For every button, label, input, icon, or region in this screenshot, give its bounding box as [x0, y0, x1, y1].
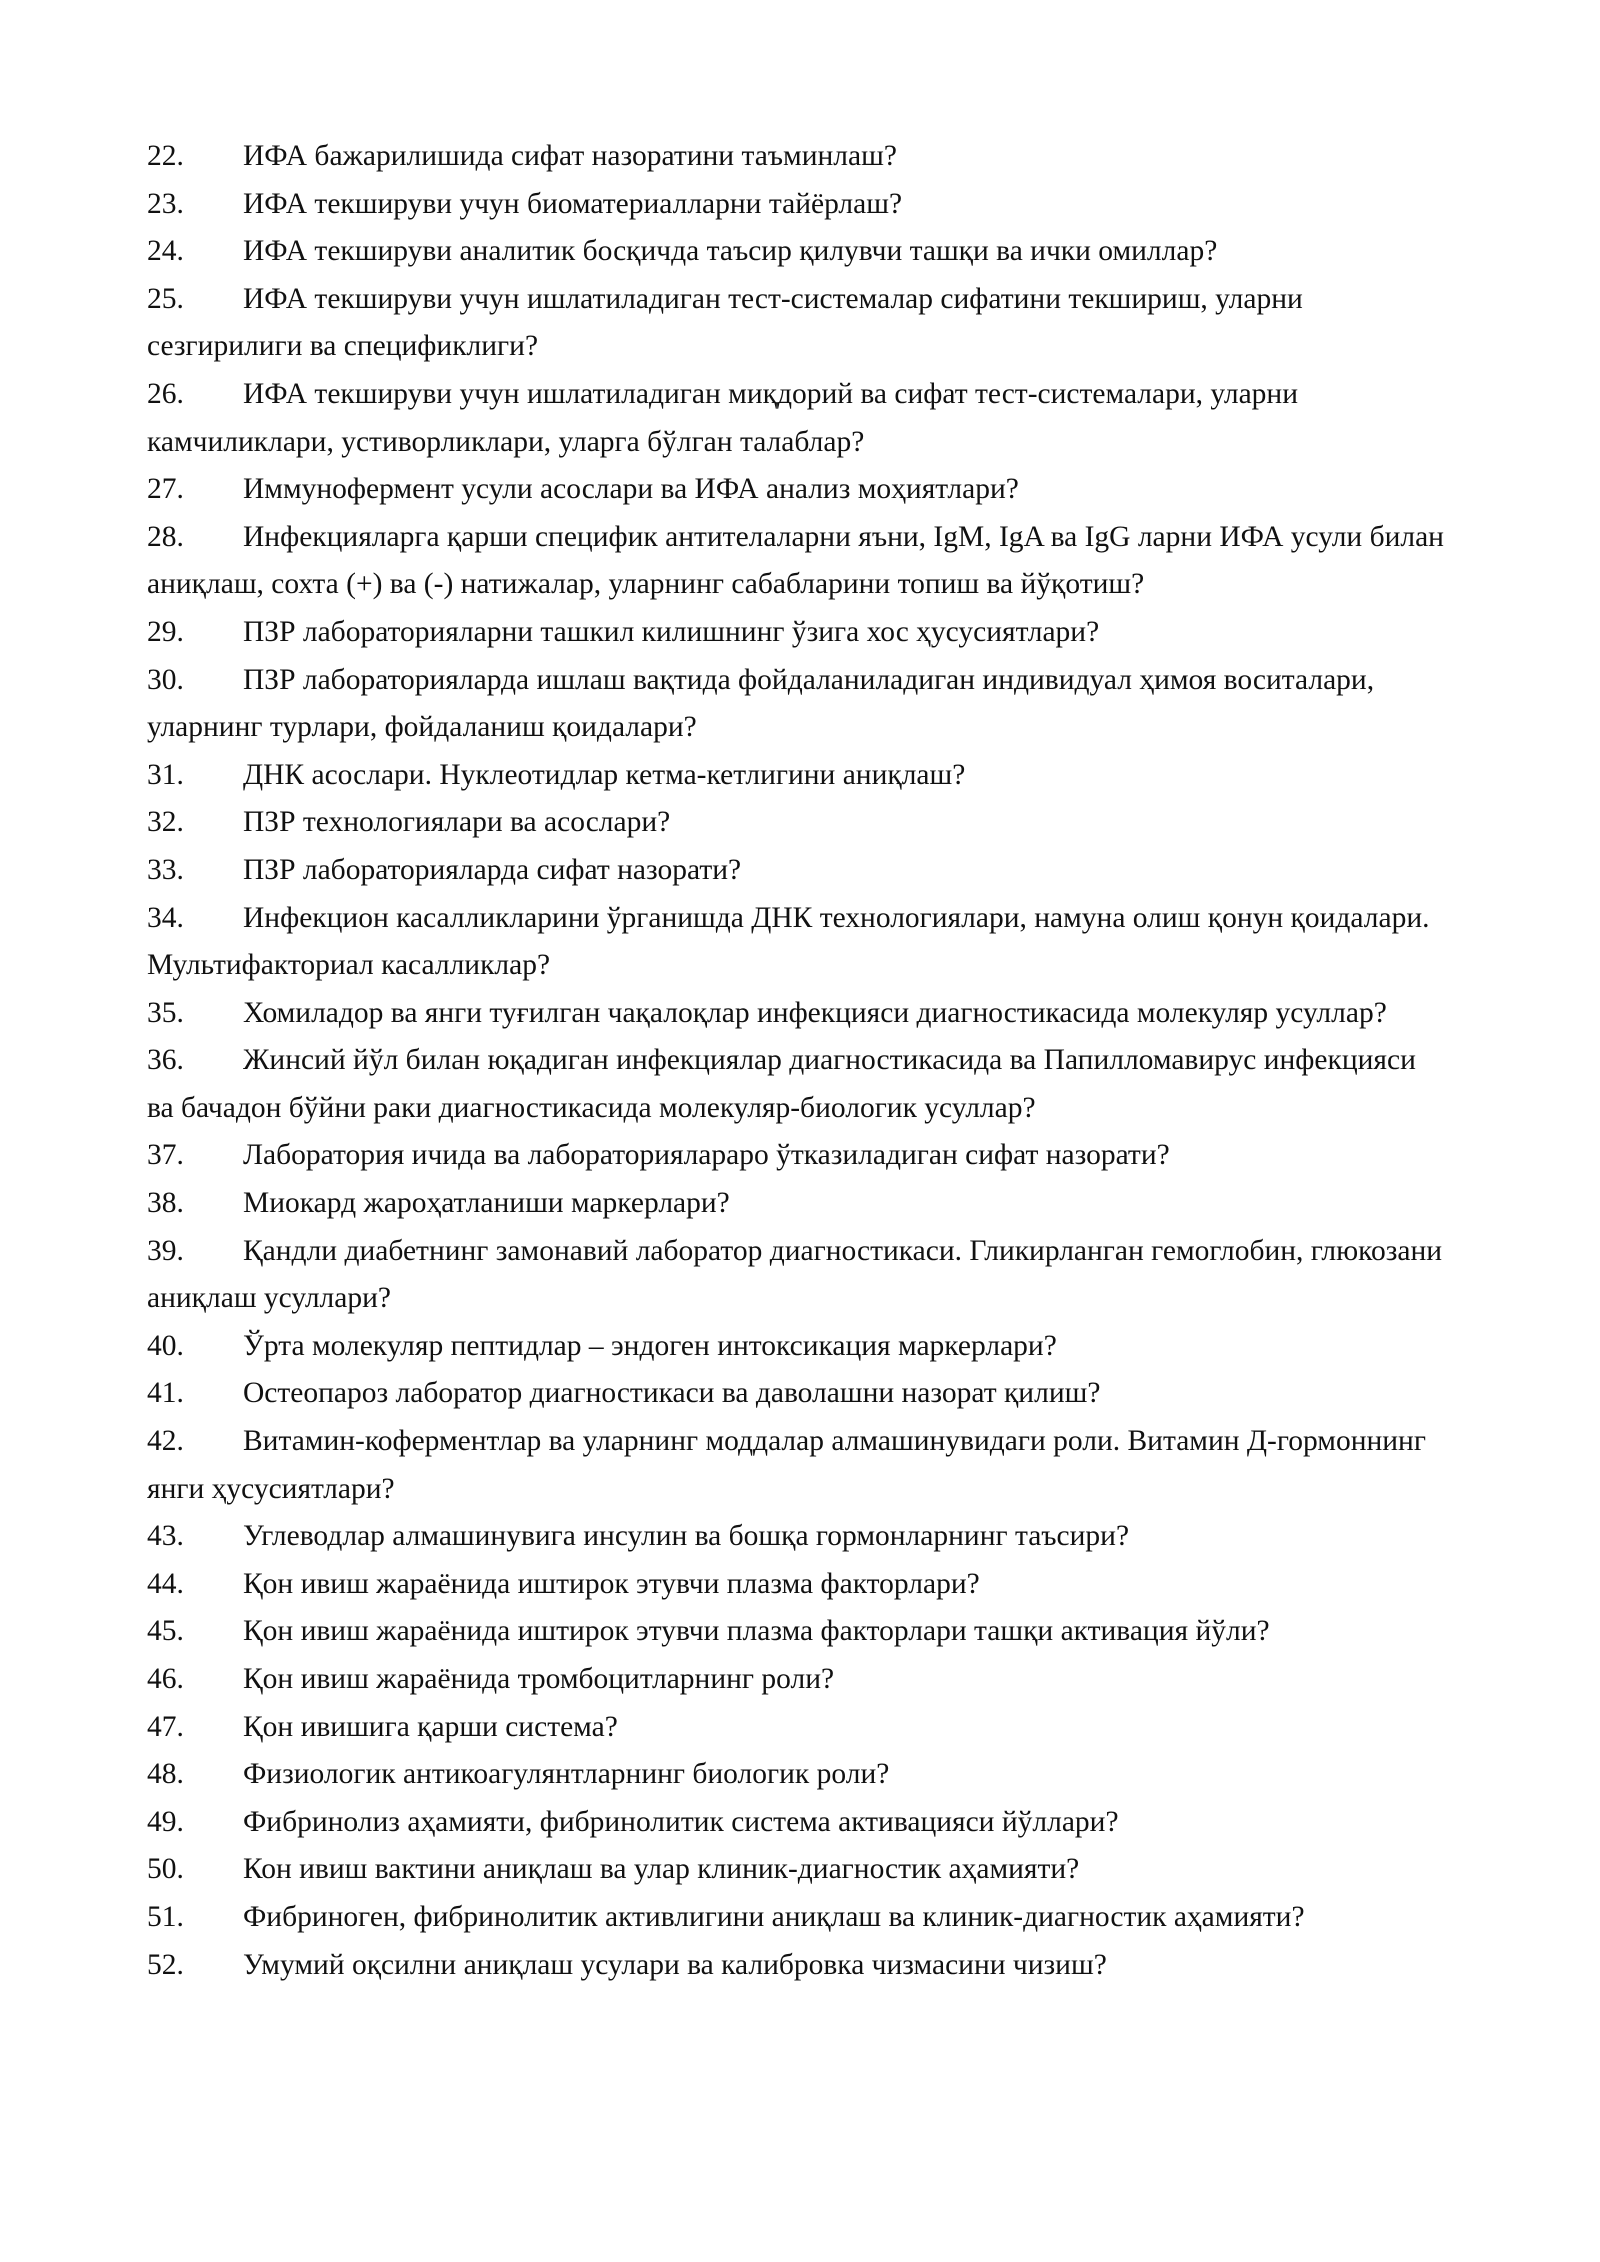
question-text: Инфекцион касалликларини ўрганишда ДНК технологиялари, намуна олиш қонун қоидалари. Мультифакториал касалликлар?: [147, 901, 1430, 982]
question-text: ПЗР лабораторияларда ишлаш вақтида фойдаланиладиган индивидуал ҳимоя воситалари, уларнинг турлари, фойдаланиш қоидалари?: [147, 663, 1375, 744]
question-item: [147, 752, 1447, 800]
question-text: ИФА бажарилишида сифат назоратини таъминлаш?: [243, 140, 897, 172]
question-number: 50.: [147, 1853, 184, 1886]
question-text: Ўрта молекуляр пептидлар – эндоген интоксикация маркерлари?: [243, 1329, 1057, 1362]
question-number: 34.: [147, 901, 184, 934]
question-number: 29.: [147, 615, 184, 648]
question-number: 24.: [147, 235, 184, 268]
question-text: Қандли диабетнинг замонавий лаборатор диагностикаси. Гликирланган гемоглобин, глюкозани аниқлаш усуллари?: [147, 1234, 1443, 1315]
question-item: [147, 895, 1447, 990]
question-item: [147, 1037, 1447, 1132]
question-number: 33.: [147, 853, 184, 886]
question-text: Қон ивиш жараёнида иштирок этувчи плазма факторлари ташқи активация йўли?: [243, 1615, 1270, 1648]
question-item: [147, 1656, 1447, 1704]
question-text: Остеопароз лаборатор диагностикаси ва даволашни назорат қилиш?: [243, 1377, 1101, 1410]
question-text: ПЗР лабораторияларни ташкил килишнинг ўзига хос ҳусусиятлари?: [243, 615, 1100, 648]
question-item: [147, 1704, 1447, 1752]
question-number: 51.: [147, 1900, 184, 1933]
question-text: Физиологик антикоагулянтларнинг биологик роли?: [243, 1758, 890, 1791]
question-item: [147, 133, 1447, 181]
question-number: 31.: [147, 758, 184, 791]
question-text: ДНК асослари. Нуклеотидлар кетма-кетлигини аниқлаш?: [243, 758, 966, 791]
question-item: [147, 1894, 1447, 1942]
question-text: ПЗР лабораторияларда сифат назорати?: [243, 853, 742, 886]
question-number: 37.: [147, 1139, 184, 1172]
question-number: 48.: [147, 1758, 184, 1791]
question-text: Кон ивиш вактини аниқлаш ва улар клиник-диагностик аҳамияти?: [243, 1853, 1080, 1886]
question-item: [147, 1846, 1447, 1894]
question-number: 23.: [147, 187, 184, 220]
question-list: [147, 133, 1447, 1989]
question-number: 36.: [147, 1044, 184, 1077]
question-text: Жинсий йўл билан юқадиган инфекциялар диагностикасида ва Папилломавирус инфекцияси ва бачадон бўйни раки диагностикасида молекуляр-биологик усуллар?: [147, 1044, 1416, 1124]
question-number: 52.: [147, 1948, 184, 1981]
question-number: 25.: [147, 282, 184, 315]
question-text: Қон ивиш жараёнида иштирок этувчи плазма факторлари?: [243, 1567, 980, 1600]
question-number: 49.: [147, 1805, 184, 1838]
question-number: 27.: [147, 473, 184, 506]
question-text: Хомиладор ва янги туғилган чақалоқлар инфекцияси диагностикасида молекуляр усуллар?: [243, 996, 1387, 1029]
question-text: Иммунофермент усули асослари ва ИФА анализ моҳиятлари?: [243, 473, 1019, 506]
question-item: [147, 657, 1447, 752]
question-number: 32.: [147, 806, 184, 839]
question-number: 28.: [147, 520, 184, 553]
question-text: ИФА текшируви аналитик босқичда таъсир қилувчи ташқи ва ички омиллар?: [243, 235, 1218, 268]
question-text: ИФА текшируви учун ишлатиладиган миқдорий ва сифат тест-системалари, уларни камчиликлари, устиворликлари, уларга бўлган талаблар?: [147, 377, 1298, 458]
question-item: [147, 1418, 1447, 1513]
question-item: [147, 1370, 1447, 1418]
question-number: 41.: [147, 1377, 184, 1410]
question-number: 26.: [147, 377, 184, 410]
question-item: [147, 990, 1447, 1038]
question-number: 46.: [147, 1663, 184, 1695]
question-text: Қон ивишига қарши система?: [243, 1710, 618, 1743]
question-text: Инфекцияларга қарши специфик антителаларни яъни, IgM, IgA ва IgG ларни ИФА усули билан аниқлаш, сохта (+) ва (-) натижалар, уларнинг сабабларини топиш ва йўқотиш?: [147, 520, 1444, 601]
question-number: 30.: [147, 663, 184, 696]
question-item: [147, 1323, 1447, 1371]
question-number: 44.: [147, 1567, 184, 1600]
question-number: 43.: [147, 1520, 184, 1553]
question-item: [147, 1942, 1447, 1990]
question-item: [147, 1132, 1447, 1180]
question-text: Лаборатория ичида ва лабораториялараро ўтказиладиган сифат назорати?: [243, 1139, 1170, 1172]
question-text: Фибриноген, фибринолитик активлигини аниқлаш ва клиник-диагностик аҳамияти?: [243, 1900, 1305, 1933]
question-item: [147, 1228, 1447, 1323]
question-item: [147, 847, 1447, 895]
question-text: Углеводлар алмашинувига инсулин ва бошқа гормонларнинг таъсири?: [243, 1520, 1130, 1553]
question-item: [147, 1751, 1447, 1799]
question-text: ПЗР технологиялари ва асослари?: [243, 806, 671, 839]
question-item: [147, 466, 1447, 514]
question-text: ИФА текшируви учун биоматериалларни тайёрлаш?: [243, 187, 903, 220]
question-item: [147, 181, 1447, 229]
question-number: 38.: [147, 1187, 184, 1220]
question-text: Фибринолиз аҳамияти, фибринолитик система активацияси йўллари?: [243, 1805, 1119, 1838]
question-item: [147, 276, 1447, 371]
question-number: 35.: [147, 996, 184, 1029]
question-item: [147, 1180, 1447, 1228]
question-text: ИФА текшируви учун ишлатиладиган тест-системалар сифатини текшириш, уларни сезгирилиги ва спецификлиги?: [147, 282, 1303, 363]
question-item: [147, 1561, 1447, 1609]
question-number: 42.: [147, 1425, 184, 1458]
question-item: [147, 228, 1447, 276]
question-text: Витамин-коферментлар ва уларнинг моддалар алмашинувидаги роли. Витамин Д-гормоннинг янги ҳусусиятлари?: [147, 1425, 1426, 1505]
question-number: 22.: [147, 140, 184, 172]
question-item: [147, 371, 1447, 466]
question-text: Умумий оқсилни аниқлаш усулари ва калибровка чизмасини чизиш?: [243, 1948, 1107, 1981]
question-number: 40.: [147, 1329, 184, 1362]
question-item: [147, 1513, 1447, 1561]
question-item: [147, 1608, 1447, 1656]
question-text: Қон ивиш жараёнида тромбоцитларнинг роли?: [243, 1663, 835, 1695]
question-number: 45.: [147, 1615, 184, 1648]
question-number: 47.: [147, 1710, 184, 1743]
question-text: Миокард жароҳатланиши маркерлари?: [243, 1187, 730, 1220]
question-item: [147, 609, 1447, 657]
question-item: [147, 799, 1447, 847]
question-item: [147, 1799, 1447, 1847]
question-number: 39.: [147, 1234, 184, 1267]
question-item: [147, 514, 1447, 609]
